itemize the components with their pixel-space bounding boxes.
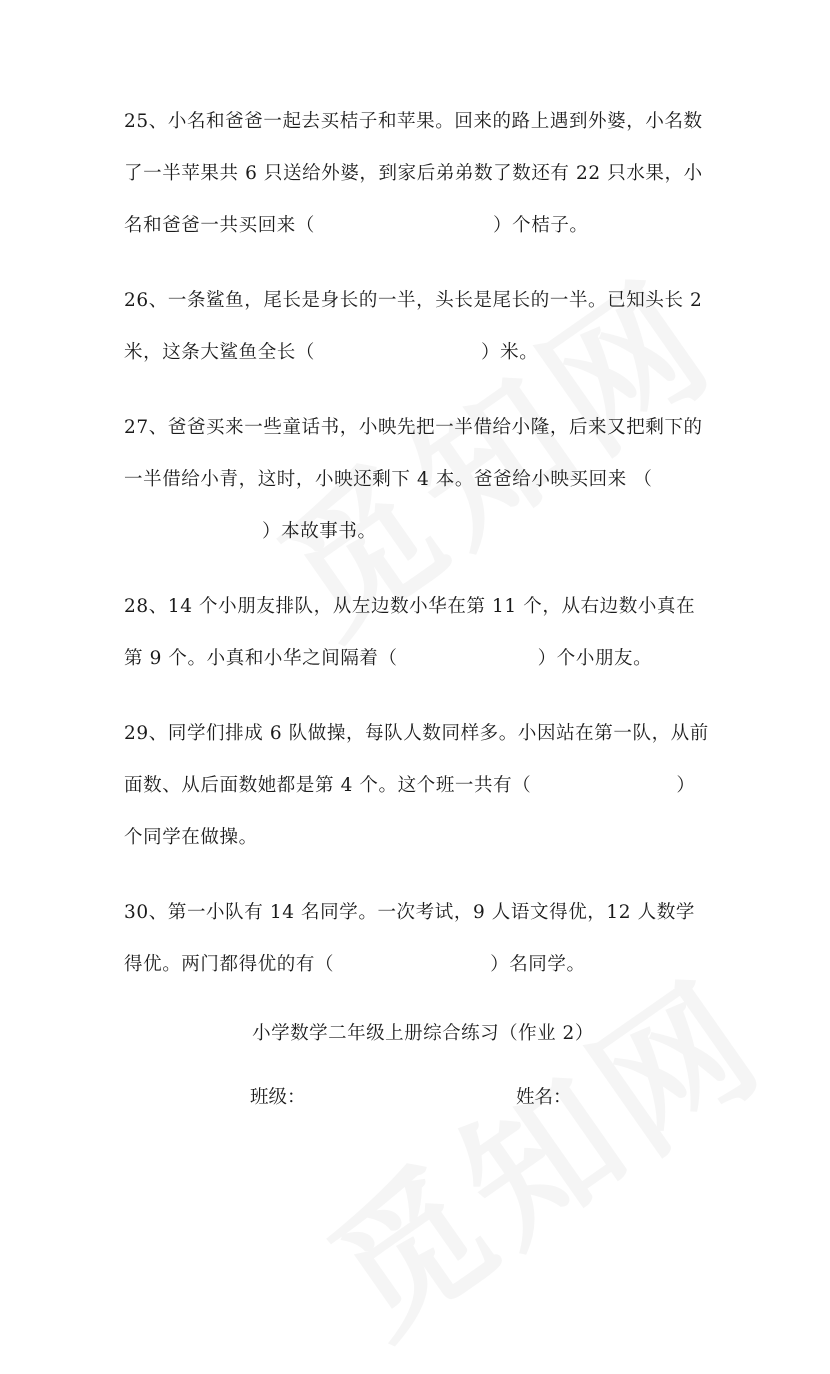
question-text: 29、同学们排成 6 队做操，每队人数同样多。小因站在第一队，从前面数、从后面数她都是第 4 个。这个班一共有（: [124, 723, 709, 796]
student-info: [124, 1078, 710, 1118]
question-text-end: ）个小朋友。: [537, 648, 653, 669]
question-text-end: ）个同学在做操。: [124, 775, 696, 848]
question-30: [124, 887, 710, 991]
worksheet-title: 小学数学二年级上册综合练习（作业 2）: [252, 1023, 594, 1044]
question-27: [124, 402, 710, 558]
question-text: 27、爸爸买来一些童话书，小映先把一半借给小隆，后来又把剩下的一半借给小青，这时，小映还剩下 4 本。爸爸给小映买回来 （: [124, 417, 703, 490]
question-25: [124, 96, 710, 252]
question-text-end: ）本故事书。: [262, 521, 377, 542]
worksheet-page: [124, 96, 710, 1118]
question-text: 26、一条鲨鱼，尾长是身长的一半，头长是尾长的一半。已知头长 2 米，这条大鲨鱼全长（: [124, 290, 703, 363]
question-28: [124, 581, 710, 685]
class-label: 班级：: [250, 1087, 306, 1108]
question-text-end: ）个桔子。: [493, 215, 589, 236]
question-26: [124, 275, 710, 379]
name-label: 姓名：: [516, 1087, 572, 1108]
question-text: 28、14 个小朋友排队，从左边数小华在第 11 个，从右边数小真在第 9 个。小真和小华之间隔着（: [124, 596, 696, 669]
question-text-end: ）名同学。: [490, 954, 586, 975]
question-29: [124, 708, 710, 864]
question-text: 25、小名和爸爸一起去买桔子和苹果。回来的路上遇到外婆，小名数了一半苹果共 6 只送给外婆，到家后弟弟数了数还有 22 只水果，小名和爸爸一共买回来（: [124, 111, 703, 236]
question-text-end: ）米。: [481, 342, 539, 363]
question-text: 30、第一小队有 14 名同学。一次考试，9 人语文得优，12 人数学得优。两门都得优的有（: [124, 902, 695, 975]
